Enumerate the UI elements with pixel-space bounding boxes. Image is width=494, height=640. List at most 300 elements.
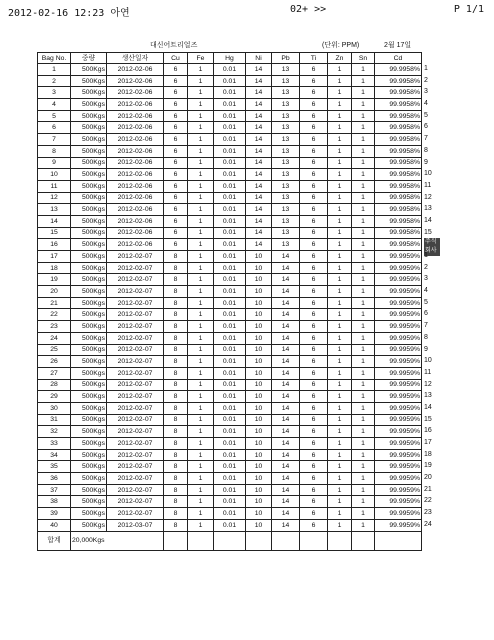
table-cell: 1 bbox=[328, 426, 352, 438]
table-cell: 1 bbox=[188, 473, 214, 485]
table-cell: 99.9959% bbox=[375, 297, 422, 309]
table-cell: 2012-02-07 bbox=[107, 309, 164, 321]
table-cell: 6 bbox=[300, 192, 328, 204]
table-cell: 0.01 bbox=[214, 402, 246, 414]
table-cell: 500Kgs bbox=[71, 227, 107, 239]
table-cell: 1 bbox=[352, 110, 375, 122]
table-cell: 99.9959% bbox=[375, 356, 422, 368]
table-cell: 1 bbox=[188, 145, 214, 157]
table-cell: 8 bbox=[164, 356, 188, 368]
table-cell: 14 bbox=[272, 508, 300, 520]
table-cell: 14 bbox=[272, 367, 300, 379]
table-cell: 1 bbox=[188, 204, 214, 216]
table-cell: 500Kgs bbox=[71, 379, 107, 391]
column-header: Sn bbox=[352, 53, 375, 64]
table-cell: 1 bbox=[188, 402, 214, 414]
table-cell: 0.01 bbox=[214, 122, 246, 134]
table-cell: 1 bbox=[188, 75, 214, 87]
empty-cell bbox=[188, 531, 214, 550]
table-row bbox=[38, 145, 422, 157]
side-row-number: 18 bbox=[424, 450, 432, 458]
table-cell: 0.01 bbox=[214, 309, 246, 321]
table-cell: 6 bbox=[300, 332, 328, 344]
table-cell: 6 bbox=[300, 496, 328, 508]
table-row bbox=[38, 274, 422, 286]
table-cell: 1 bbox=[188, 64, 214, 76]
fax-page-number: P 1/1 bbox=[453, 4, 484, 15]
fax-timestamp: 2012-02-16 12:23 아연 bbox=[8, 8, 130, 19]
table-cell: 2012-02-07 bbox=[107, 449, 164, 461]
table-cell: 39 bbox=[38, 508, 71, 520]
stamp-mark: 주식회사 bbox=[424, 238, 440, 256]
table-cell: 30 bbox=[38, 402, 71, 414]
table-cell: 1 bbox=[328, 251, 352, 263]
table-cell: 2012-02-06 bbox=[107, 99, 164, 111]
table-cell: 14 bbox=[272, 484, 300, 496]
table-cell: 1 bbox=[328, 169, 352, 181]
table-cell: 0.01 bbox=[214, 379, 246, 391]
side-row-number: 12 bbox=[424, 380, 432, 388]
table-cell: 1 bbox=[352, 449, 375, 461]
table-cell: 1 bbox=[352, 239, 375, 251]
table-cell: 1 bbox=[188, 110, 214, 122]
table-row bbox=[38, 204, 422, 216]
empty-cell bbox=[352, 531, 375, 550]
table-cell: 6 bbox=[300, 180, 328, 192]
column-header: Cu bbox=[164, 53, 188, 64]
table-cell: 99.9958% bbox=[375, 180, 422, 192]
table-cell: 6 bbox=[300, 344, 328, 356]
table-cell: 6 bbox=[300, 519, 328, 531]
table-cell: 1 bbox=[328, 274, 352, 286]
side-row-number: 15 bbox=[424, 415, 432, 423]
table-cell: 2012-02-07 bbox=[107, 461, 164, 473]
table-cell: 4 bbox=[38, 99, 71, 111]
table-cell: 1 bbox=[188, 157, 214, 169]
table-row bbox=[38, 321, 422, 333]
table-cell: 26 bbox=[38, 356, 71, 368]
table-cell: 14 bbox=[272, 473, 300, 485]
table-cell: 1 bbox=[188, 192, 214, 204]
side-row-number: 11 bbox=[424, 368, 432, 376]
table-cell: 36 bbox=[38, 473, 71, 485]
table-cell: 99.9958% bbox=[375, 134, 422, 146]
column-header: Pb bbox=[272, 53, 300, 64]
table-cell: 1 bbox=[352, 215, 375, 227]
table-row bbox=[38, 332, 422, 344]
table-cell: 1 bbox=[188, 321, 214, 333]
table-cell: 2012-02-07 bbox=[107, 473, 164, 485]
table-cell: 6 bbox=[300, 64, 328, 76]
table-cell: 99.9959% bbox=[375, 508, 422, 520]
table-row bbox=[38, 239, 422, 251]
empty-cell bbox=[246, 531, 272, 550]
table-cell: 8 bbox=[164, 496, 188, 508]
table-cell: 99.9959% bbox=[375, 496, 422, 508]
table-row bbox=[38, 262, 422, 274]
table-cell: 0.01 bbox=[214, 99, 246, 111]
table-cell: 1 bbox=[328, 262, 352, 274]
table-row bbox=[38, 402, 422, 414]
table-cell: 13 bbox=[272, 145, 300, 157]
table-row bbox=[38, 180, 422, 192]
table-row bbox=[38, 169, 422, 181]
table-cell: 500Kgs bbox=[71, 461, 107, 473]
table-cell: 6 bbox=[300, 274, 328, 286]
table-cell: 1 bbox=[188, 309, 214, 321]
side-row-number: 7 bbox=[424, 135, 428, 143]
table-cell: 11 bbox=[38, 180, 71, 192]
table-cell: 500Kgs bbox=[71, 496, 107, 508]
table-cell: 0.01 bbox=[214, 87, 246, 99]
side-row-number: 20 bbox=[424, 474, 432, 482]
table-cell: 15 bbox=[38, 227, 71, 239]
table-cell: 10 bbox=[246, 309, 272, 321]
side-row-number: 4 bbox=[424, 287, 428, 295]
side-row-number: 14 bbox=[424, 216, 432, 224]
table-cell: 10 bbox=[246, 508, 272, 520]
table-cell: 10 bbox=[246, 484, 272, 496]
table-cell: 1 bbox=[328, 227, 352, 239]
table-cell: 99.9959% bbox=[375, 321, 422, 333]
table-cell: 24 bbox=[38, 332, 71, 344]
table-cell: 6 bbox=[300, 414, 328, 426]
table-cell: 99.9959% bbox=[375, 286, 422, 298]
table-cell: 0.01 bbox=[214, 204, 246, 216]
table-cell: 6 bbox=[300, 438, 328, 450]
table-cell: 2012-02-06 bbox=[107, 75, 164, 87]
table-cell: 500Kgs bbox=[71, 204, 107, 216]
table-cell: 1 bbox=[38, 64, 71, 76]
table-cell: 1 bbox=[188, 122, 214, 134]
table-cell: 6 bbox=[164, 122, 188, 134]
table-cell: 6 bbox=[164, 75, 188, 87]
table-cell: 1 bbox=[188, 356, 214, 368]
table-cell: 500Kgs bbox=[71, 332, 107, 344]
table-cell: 1 bbox=[352, 402, 375, 414]
column-header: Ti bbox=[300, 53, 328, 64]
side-row-number: 15 bbox=[424, 228, 432, 236]
table-cell: 1 bbox=[328, 379, 352, 391]
table-row bbox=[38, 414, 422, 426]
table-cell: 8 bbox=[164, 402, 188, 414]
table-cell: 10 bbox=[246, 356, 272, 368]
table-cell: 500Kgs bbox=[71, 87, 107, 99]
table-cell: 2012-02-07 bbox=[107, 367, 164, 379]
table-cell: 99.9959% bbox=[375, 391, 422, 403]
table-cell: 8 bbox=[164, 344, 188, 356]
table-cell: 7 bbox=[38, 134, 71, 146]
table-cell: 500Kgs bbox=[71, 297, 107, 309]
table-cell: 99.9959% bbox=[375, 519, 422, 531]
table-cell: 1 bbox=[188, 484, 214, 496]
table-cell: 25 bbox=[38, 344, 71, 356]
table-cell: 1 bbox=[188, 87, 214, 99]
table-cell: 2012-02-06 bbox=[107, 215, 164, 227]
table-cell: 2012-02-07 bbox=[107, 402, 164, 414]
table-cell: 10 bbox=[246, 251, 272, 263]
table-cell: 6 bbox=[300, 262, 328, 274]
table-cell: 8 bbox=[164, 251, 188, 263]
table-cell: 10 bbox=[246, 321, 272, 333]
table-cell: 6 bbox=[164, 64, 188, 76]
table-cell: 14 bbox=[272, 297, 300, 309]
side-row-number: 9 bbox=[424, 345, 428, 353]
table-cell: 10 bbox=[246, 286, 272, 298]
table-cell: 6 bbox=[300, 391, 328, 403]
table-cell: 1 bbox=[188, 449, 214, 461]
table-cell: 500Kgs bbox=[71, 438, 107, 450]
table-cell: 6 bbox=[300, 227, 328, 239]
table-cell: 1 bbox=[328, 344, 352, 356]
table-cell: 500Kgs bbox=[71, 122, 107, 134]
table-cell: 99.9958% bbox=[375, 110, 422, 122]
table-cell: 99.9958% bbox=[375, 99, 422, 111]
table-cell: 1 bbox=[352, 379, 375, 391]
table-cell: 23 bbox=[38, 321, 71, 333]
table-cell: 14 bbox=[246, 157, 272, 169]
table-cell: 1 bbox=[188, 461, 214, 473]
table-cell: 1 bbox=[188, 169, 214, 181]
table-cell: 2012-02-07 bbox=[107, 251, 164, 263]
table-cell: 1 bbox=[352, 99, 375, 111]
table-cell: 2012-02-07 bbox=[107, 496, 164, 508]
table-cell: 14 bbox=[246, 204, 272, 216]
table-cell: 1 bbox=[188, 227, 214, 239]
table-cell: 10 bbox=[246, 344, 272, 356]
table-cell: 2012-02-06 bbox=[107, 145, 164, 157]
table-cell: 18 bbox=[38, 262, 71, 274]
table-cell: 1 bbox=[188, 274, 214, 286]
table-cell: 99.9958% bbox=[375, 215, 422, 227]
empty-cell bbox=[272, 531, 300, 550]
table-cell: 2 bbox=[38, 75, 71, 87]
table-cell: 1 bbox=[328, 402, 352, 414]
fax-route: 02+ >> bbox=[290, 4, 327, 15]
table-cell: 14 bbox=[272, 332, 300, 344]
table-cell: 500Kgs bbox=[71, 519, 107, 531]
table-cell: 10 bbox=[246, 519, 272, 531]
table-cell: 1 bbox=[328, 449, 352, 461]
side-row-number: 2 bbox=[424, 76, 428, 84]
table-cell: 8 bbox=[164, 367, 188, 379]
table-cell: 1 bbox=[188, 297, 214, 309]
table-cell: 500Kgs bbox=[71, 414, 107, 426]
table-cell: 3 bbox=[38, 87, 71, 99]
table-cell: 0.01 bbox=[214, 145, 246, 157]
table-cell: 2012-02-06 bbox=[107, 64, 164, 76]
table-cell: 6 bbox=[300, 321, 328, 333]
table-cell: 1 bbox=[328, 145, 352, 157]
table-cell: 8 bbox=[164, 414, 188, 426]
table-cell: 99.9958% bbox=[375, 122, 422, 134]
table-cell: 10 bbox=[246, 438, 272, 450]
table-cell: 6 bbox=[164, 180, 188, 192]
table-cell: 2012-02-07 bbox=[107, 332, 164, 344]
table-cell: 2012-02-06 bbox=[107, 110, 164, 122]
table-cell: 14 bbox=[272, 356, 300, 368]
table-header-row bbox=[38, 53, 422, 64]
side-row-number: 9 bbox=[424, 158, 428, 166]
table-cell: 0.01 bbox=[214, 519, 246, 531]
table-cell: 6 bbox=[300, 145, 328, 157]
table-cell: 1 bbox=[188, 414, 214, 426]
table-cell: 22 bbox=[38, 309, 71, 321]
table-cell: 19 bbox=[38, 274, 71, 286]
table-cell: 500Kgs bbox=[71, 262, 107, 274]
table-cell: 0.01 bbox=[214, 496, 246, 508]
side-row-number: 5 bbox=[424, 298, 428, 306]
table-cell: 1 bbox=[328, 473, 352, 485]
table-cell: 10 bbox=[246, 274, 272, 286]
table-cell: 0.01 bbox=[214, 215, 246, 227]
table-cell: 2012-02-07 bbox=[107, 508, 164, 520]
table-cell: 500Kgs bbox=[71, 484, 107, 496]
analysis-table bbox=[37, 52, 422, 551]
table-cell: 6 bbox=[300, 87, 328, 99]
table-cell: 16 bbox=[38, 239, 71, 251]
side-row-number: 16 bbox=[424, 427, 432, 435]
table-cell: 0.01 bbox=[214, 239, 246, 251]
table-cell: 1 bbox=[352, 180, 375, 192]
table-row bbox=[38, 438, 422, 450]
table-cell: 6 bbox=[300, 449, 328, 461]
table-cell: 6 bbox=[300, 75, 328, 87]
table-cell: 31 bbox=[38, 414, 71, 426]
table-cell: 6 bbox=[300, 402, 328, 414]
table-cell: 0.01 bbox=[214, 344, 246, 356]
table-cell: 99.9958% bbox=[375, 145, 422, 157]
table-cell: 6 bbox=[300, 367, 328, 379]
table-cell: 6 bbox=[300, 122, 328, 134]
table-cell: 10 bbox=[246, 391, 272, 403]
table-cell: 500Kgs bbox=[71, 251, 107, 263]
table-cell: 1 bbox=[328, 367, 352, 379]
side-stamp bbox=[424, 238, 440, 255]
table-cell: 1 bbox=[188, 379, 214, 391]
table-cell: 13 bbox=[272, 180, 300, 192]
table-cell: 1 bbox=[352, 508, 375, 520]
table-cell: 0.01 bbox=[214, 297, 246, 309]
table-row bbox=[38, 426, 422, 438]
table-cell: 1 bbox=[352, 473, 375, 485]
table-cell: 14 bbox=[272, 286, 300, 298]
table-cell: 8 bbox=[164, 274, 188, 286]
table-cell: 1 bbox=[188, 438, 214, 450]
table-row bbox=[38, 356, 422, 368]
table-cell: 14 bbox=[246, 239, 272, 251]
table-cell: 1 bbox=[352, 227, 375, 239]
table-cell: 500Kgs bbox=[71, 508, 107, 520]
table-cell: 32 bbox=[38, 426, 71, 438]
side-row-number: 6 bbox=[424, 123, 428, 131]
table-cell: 2012-02-06 bbox=[107, 87, 164, 99]
table-cell: 10 bbox=[246, 402, 272, 414]
table-row bbox=[38, 134, 422, 146]
table-cell: 1 bbox=[328, 64, 352, 76]
table-cell: 1 bbox=[352, 332, 375, 344]
table-cell: 500Kgs bbox=[71, 239, 107, 251]
table-cell: 99.9958% bbox=[375, 192, 422, 204]
table-cell: 1 bbox=[352, 169, 375, 181]
table-cell: 0.01 bbox=[214, 274, 246, 286]
table-cell: 14 bbox=[246, 180, 272, 192]
table-row bbox=[38, 309, 422, 321]
empty-cell bbox=[214, 531, 246, 550]
table-cell: 500Kgs bbox=[71, 157, 107, 169]
table-cell: 6 bbox=[300, 484, 328, 496]
table-cell: 8 bbox=[164, 321, 188, 333]
side-row-number: 12 bbox=[424, 193, 432, 201]
table-cell: 1 bbox=[352, 122, 375, 134]
table-cell: 6 bbox=[164, 87, 188, 99]
table-cell: 2012-02-07 bbox=[107, 356, 164, 368]
table-cell: 2012-02-06 bbox=[107, 204, 164, 216]
table-cell: 1 bbox=[328, 99, 352, 111]
table-cell: 1 bbox=[188, 367, 214, 379]
table-cell: 99.9959% bbox=[375, 438, 422, 450]
table-cell: 500Kgs bbox=[71, 309, 107, 321]
table-cell: 99.9959% bbox=[375, 251, 422, 263]
table-cell: 1 bbox=[328, 414, 352, 426]
table-cell: 0.01 bbox=[214, 192, 246, 204]
table-cell: 1 bbox=[328, 484, 352, 496]
table-cell: 6 bbox=[300, 215, 328, 227]
fax-header bbox=[8, 4, 486, 18]
table-cell: 1 bbox=[328, 356, 352, 368]
table-cell: 10 bbox=[246, 426, 272, 438]
table-cell: 6 bbox=[300, 239, 328, 251]
table-cell: 14 bbox=[246, 145, 272, 157]
table-cell: 6 bbox=[300, 251, 328, 263]
table-cell: 10 bbox=[246, 449, 272, 461]
table-cell: 0.01 bbox=[214, 461, 246, 473]
table-cell: 6 bbox=[300, 99, 328, 111]
column-header: Zn bbox=[328, 53, 352, 64]
table-cell: 40 bbox=[38, 519, 71, 531]
side-row-number: 3 bbox=[424, 275, 428, 283]
column-header: Ni bbox=[246, 53, 272, 64]
table-cell: 0.01 bbox=[214, 157, 246, 169]
table-cell: 0.01 bbox=[214, 438, 246, 450]
table-cell: 10 bbox=[246, 262, 272, 274]
table-cell: 99.9958% bbox=[375, 87, 422, 99]
table-cell: 500Kgs bbox=[71, 344, 107, 356]
side-row-number: 6 bbox=[424, 310, 428, 318]
table-cell: 0.01 bbox=[214, 227, 246, 239]
table-cell: 2012-02-07 bbox=[107, 262, 164, 274]
table-cell: 1 bbox=[328, 461, 352, 473]
side-row-number: 10 bbox=[424, 170, 432, 178]
table-cell: 6 bbox=[164, 204, 188, 216]
side-row-number: 7 bbox=[424, 322, 428, 330]
table-cell: 2012-02-07 bbox=[107, 297, 164, 309]
table-row bbox=[38, 519, 422, 531]
table-row bbox=[38, 64, 422, 76]
table-cell: 2012-02-07 bbox=[107, 426, 164, 438]
unit-label: (단위: PPM) bbox=[322, 42, 360, 49]
table-cell: 500Kgs bbox=[71, 192, 107, 204]
table-cell: 8 bbox=[164, 297, 188, 309]
table-cell: 6 bbox=[164, 227, 188, 239]
table-row bbox=[38, 473, 422, 485]
table-cell: 99.9959% bbox=[375, 473, 422, 485]
table-cell: 6 bbox=[300, 169, 328, 181]
table-cell: 99.9958% bbox=[375, 239, 422, 251]
report-date: 2월 17일 bbox=[384, 42, 412, 49]
table-cell: 1 bbox=[328, 332, 352, 344]
table-cell: 6 bbox=[300, 461, 328, 473]
